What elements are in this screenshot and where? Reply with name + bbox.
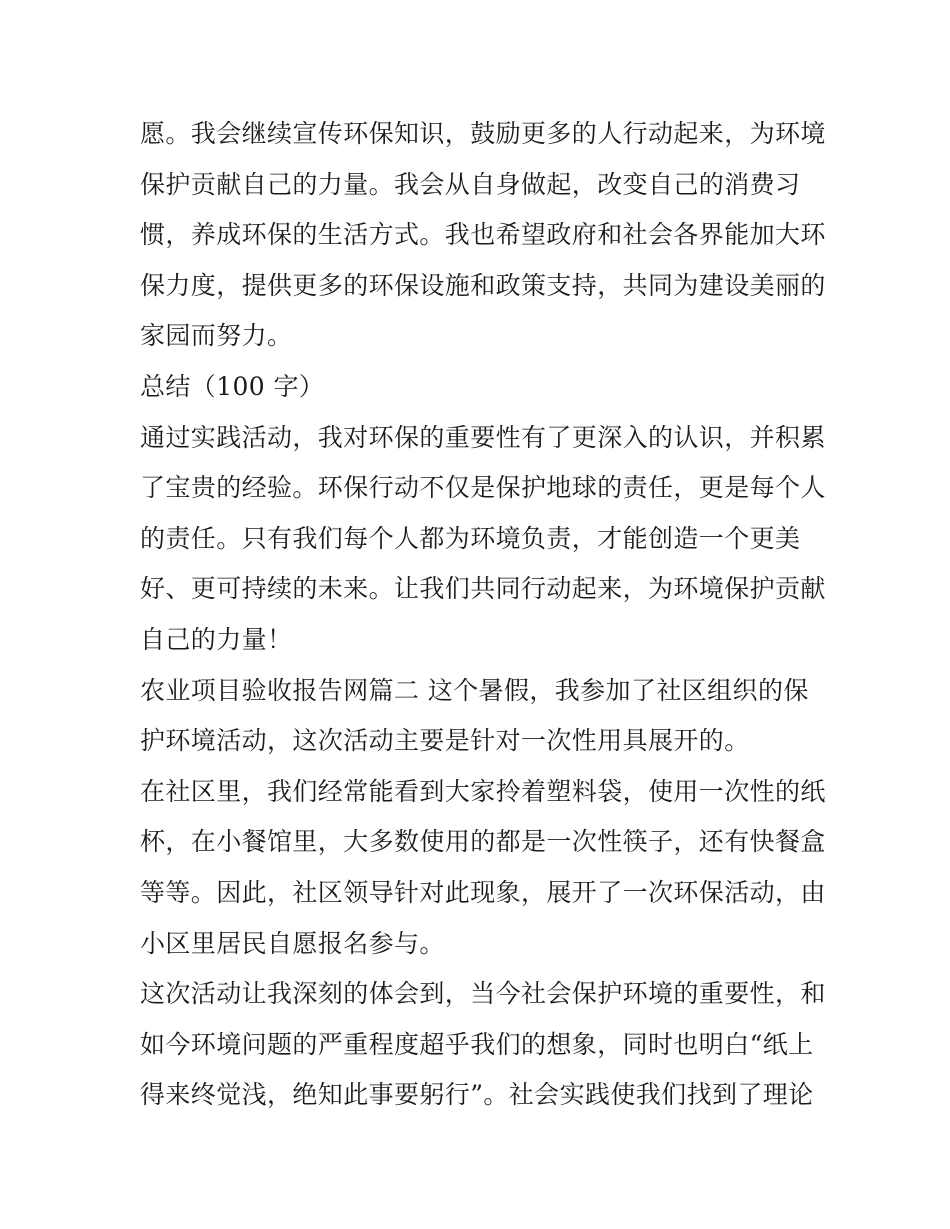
text-line: 等等。因此，社区领导针对此现象，展开了一次环保活动，由 [140,877,826,907]
text-line: 这次活动让我深刻的体会到，当今社会保护环境的重要性，和 [140,979,826,1009]
text-line: 了宝贵的经验。环保行动不仅是保护地球的责任，更是每个人 [140,473,826,503]
text-line: 保护贡献自己的力量。我会从自身做起，改变自己的消费习 [140,169,801,199]
text-line: 在社区里，我们经常能看到大家拎着塑料袋，使用一次性的纸 [140,776,826,806]
text-line: 护环境活动，这次活动主要是针对一次性用具展开的。 [140,726,750,756]
text-line: 杯，在小餐馆里，大多数使用的都是一次性筷子，还有快餐盒 [140,827,826,857]
text-line: 小区里居民自愿报名参与。 [140,928,445,958]
text-line: 自己的力量！ [140,624,293,654]
text-line: 保力度，提供更多的环保设施和政策支持，共同为建设美丽的 [140,270,826,300]
text-line: 愿。我会继续宣传环保知识，鼓励更多的人行动起来，为环境 [140,119,826,148]
text-line: 的责任。只有我们每个人都为环境负责，才能创造一个更美 [140,523,801,553]
text-line: 得来终觉浅，绝知此事要躬行”。社会实践使我们找到了理论 [140,1080,814,1110]
document-body [140,109,826,1121]
text-line: 惯，养成环保的生活方式。我也希望政府和社会各界能加大环 [140,220,826,250]
text-line: 通过实践活动，我对环保的重要性有了更深入的认识，并积累 [140,422,826,452]
text-line: 家园而努力。 [140,321,293,351]
text-line: 好、更可持续的未来。让我们共同行动起来，为环境保护贡献 [140,574,826,604]
text-line: 如今环境问题的严重程度超乎我们的想象，同时也明白“纸上 [140,1029,814,1059]
section-heading: 总结（100 字） [140,371,325,401]
text-line: 农业项目验收报告网篇二 这个暑假，我参加了社区组织的保 [140,675,809,705]
